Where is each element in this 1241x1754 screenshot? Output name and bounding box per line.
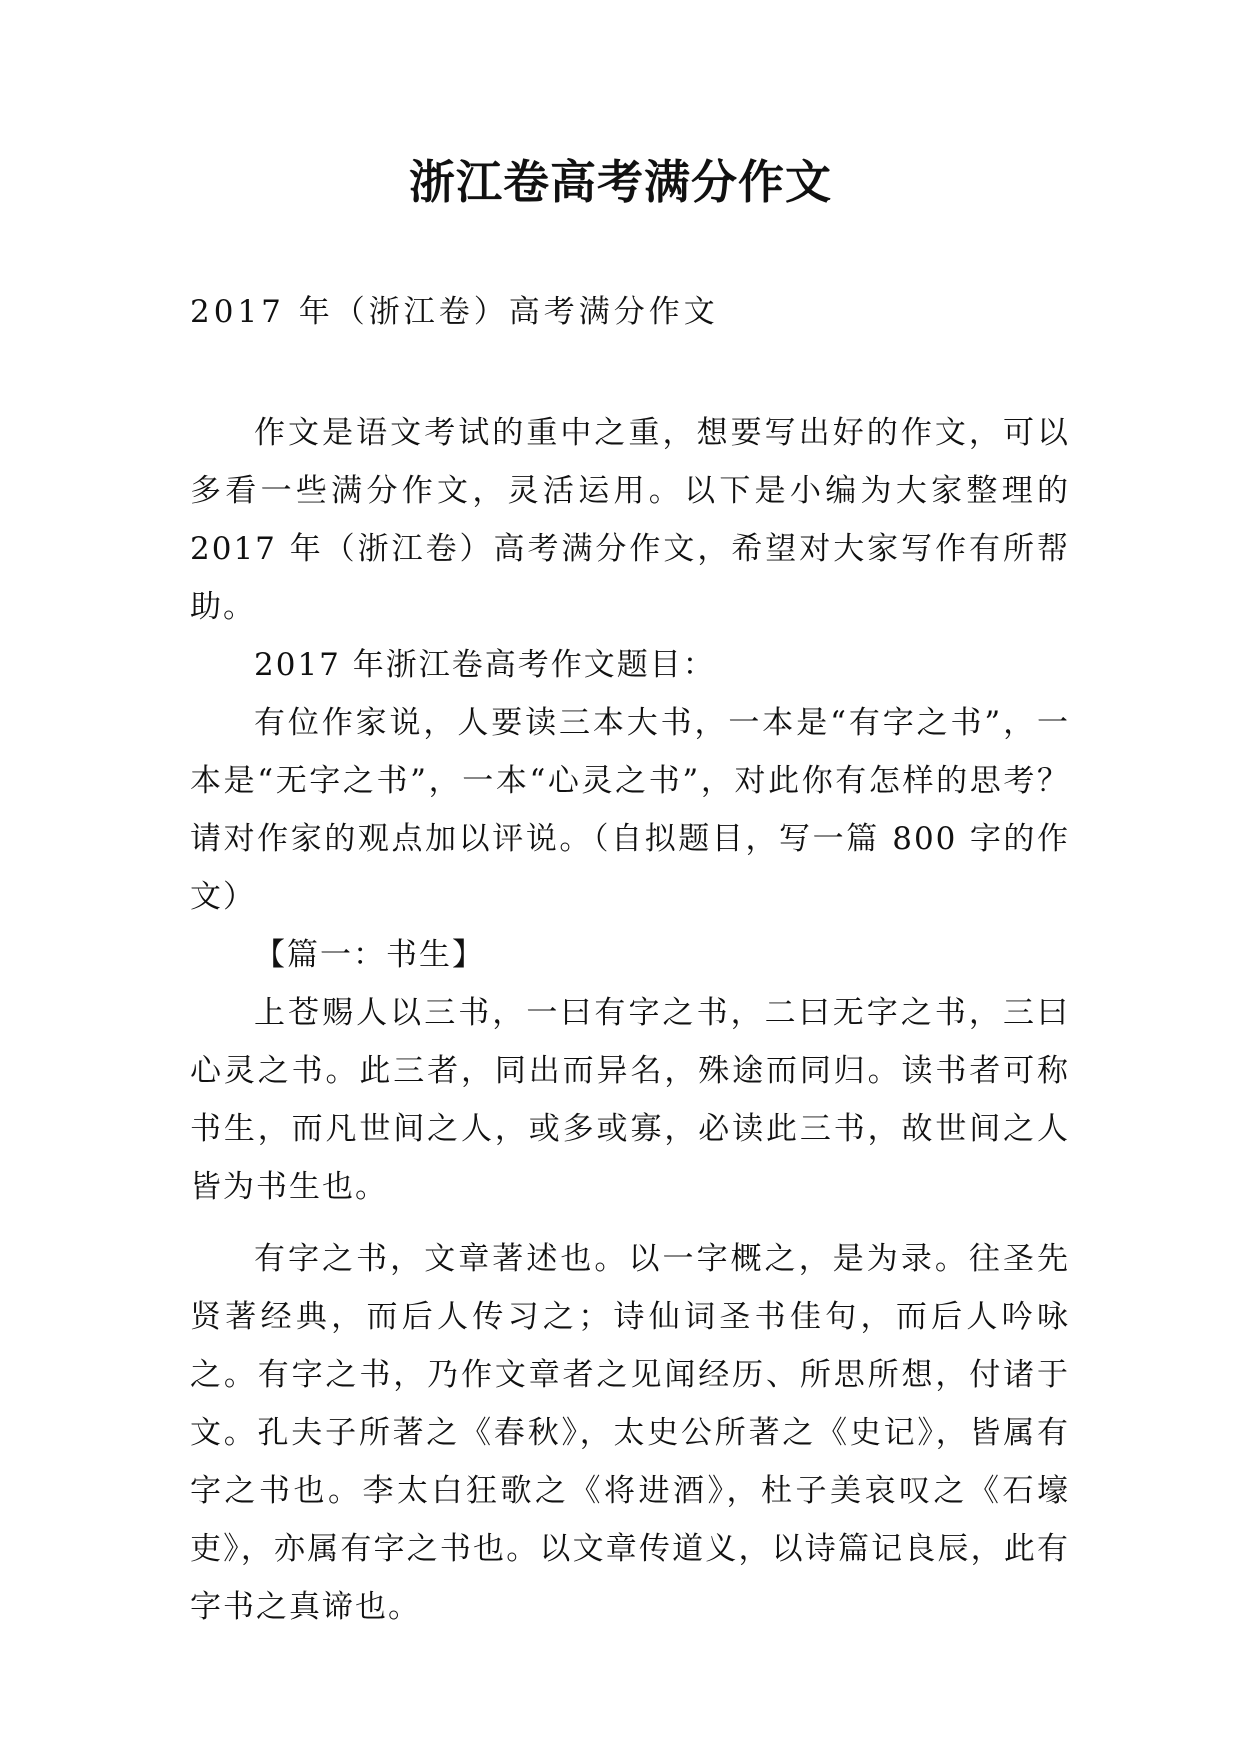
paragraph-essay-heading: 【篇一：书生】 <box>254 937 485 973</box>
paragraph-essay-1: 上苍赐人以三书，一曰有字之书，二曰无字之书，三曰心灵之书。此三者，同出而异名，殊途而同归。读书者可称书生，而凡世间之人，或多或寡，必读此三书，故世间之人皆为书生也。 <box>190 995 1070 1205</box>
paragraph-intro: 作文是语文考试的重中之重，想要写出好的作文，可以多看一些满分作文，灵活运用。以下是小编为大家整理的2017 年（浙江卷）高考满分作文，希望对大家写作有所帮助。 <box>190 415 1070 625</box>
paragraph-essay-2: 有字之书，文章著述也。以一字概之，是为录。往圣先贤著经典，而后人传习之；诗仙词圣书佳句，而后人吟咏之。有字之书，乃作文章者之见闻经历、所思所想，付诸于文。孔夫子所著之《春秋》，太史公所著之《史记》，皆属有字之书也。李太白狂歌之《将进酒》，杜子美哀叹之《石壕吏》，亦属有字之书也。以文章传道义，以诗篇记良辰，此有字书之真谛也。 <box>190 1241 1070 1625</box>
paragraph-topic-heading: 2017 年浙江卷高考作文题目： <box>254 647 716 683</box>
paragraph-topic: 有位作家说，人要读三本大书，一本是“有字之书”，一本是“无字之书”，一本“心灵之书”，对此你有怎样的思考？请对作家的观点加以评说。（自拟题目，写一篇 800 字的作文） <box>190 705 1070 915</box>
document-subtitle: 2017 年（浙江卷）高考满分作文 <box>190 294 719 330</box>
document-title: 浙江卷高考满分作文 <box>409 155 832 209</box>
document-body <box>190 404 1070 1636</box>
